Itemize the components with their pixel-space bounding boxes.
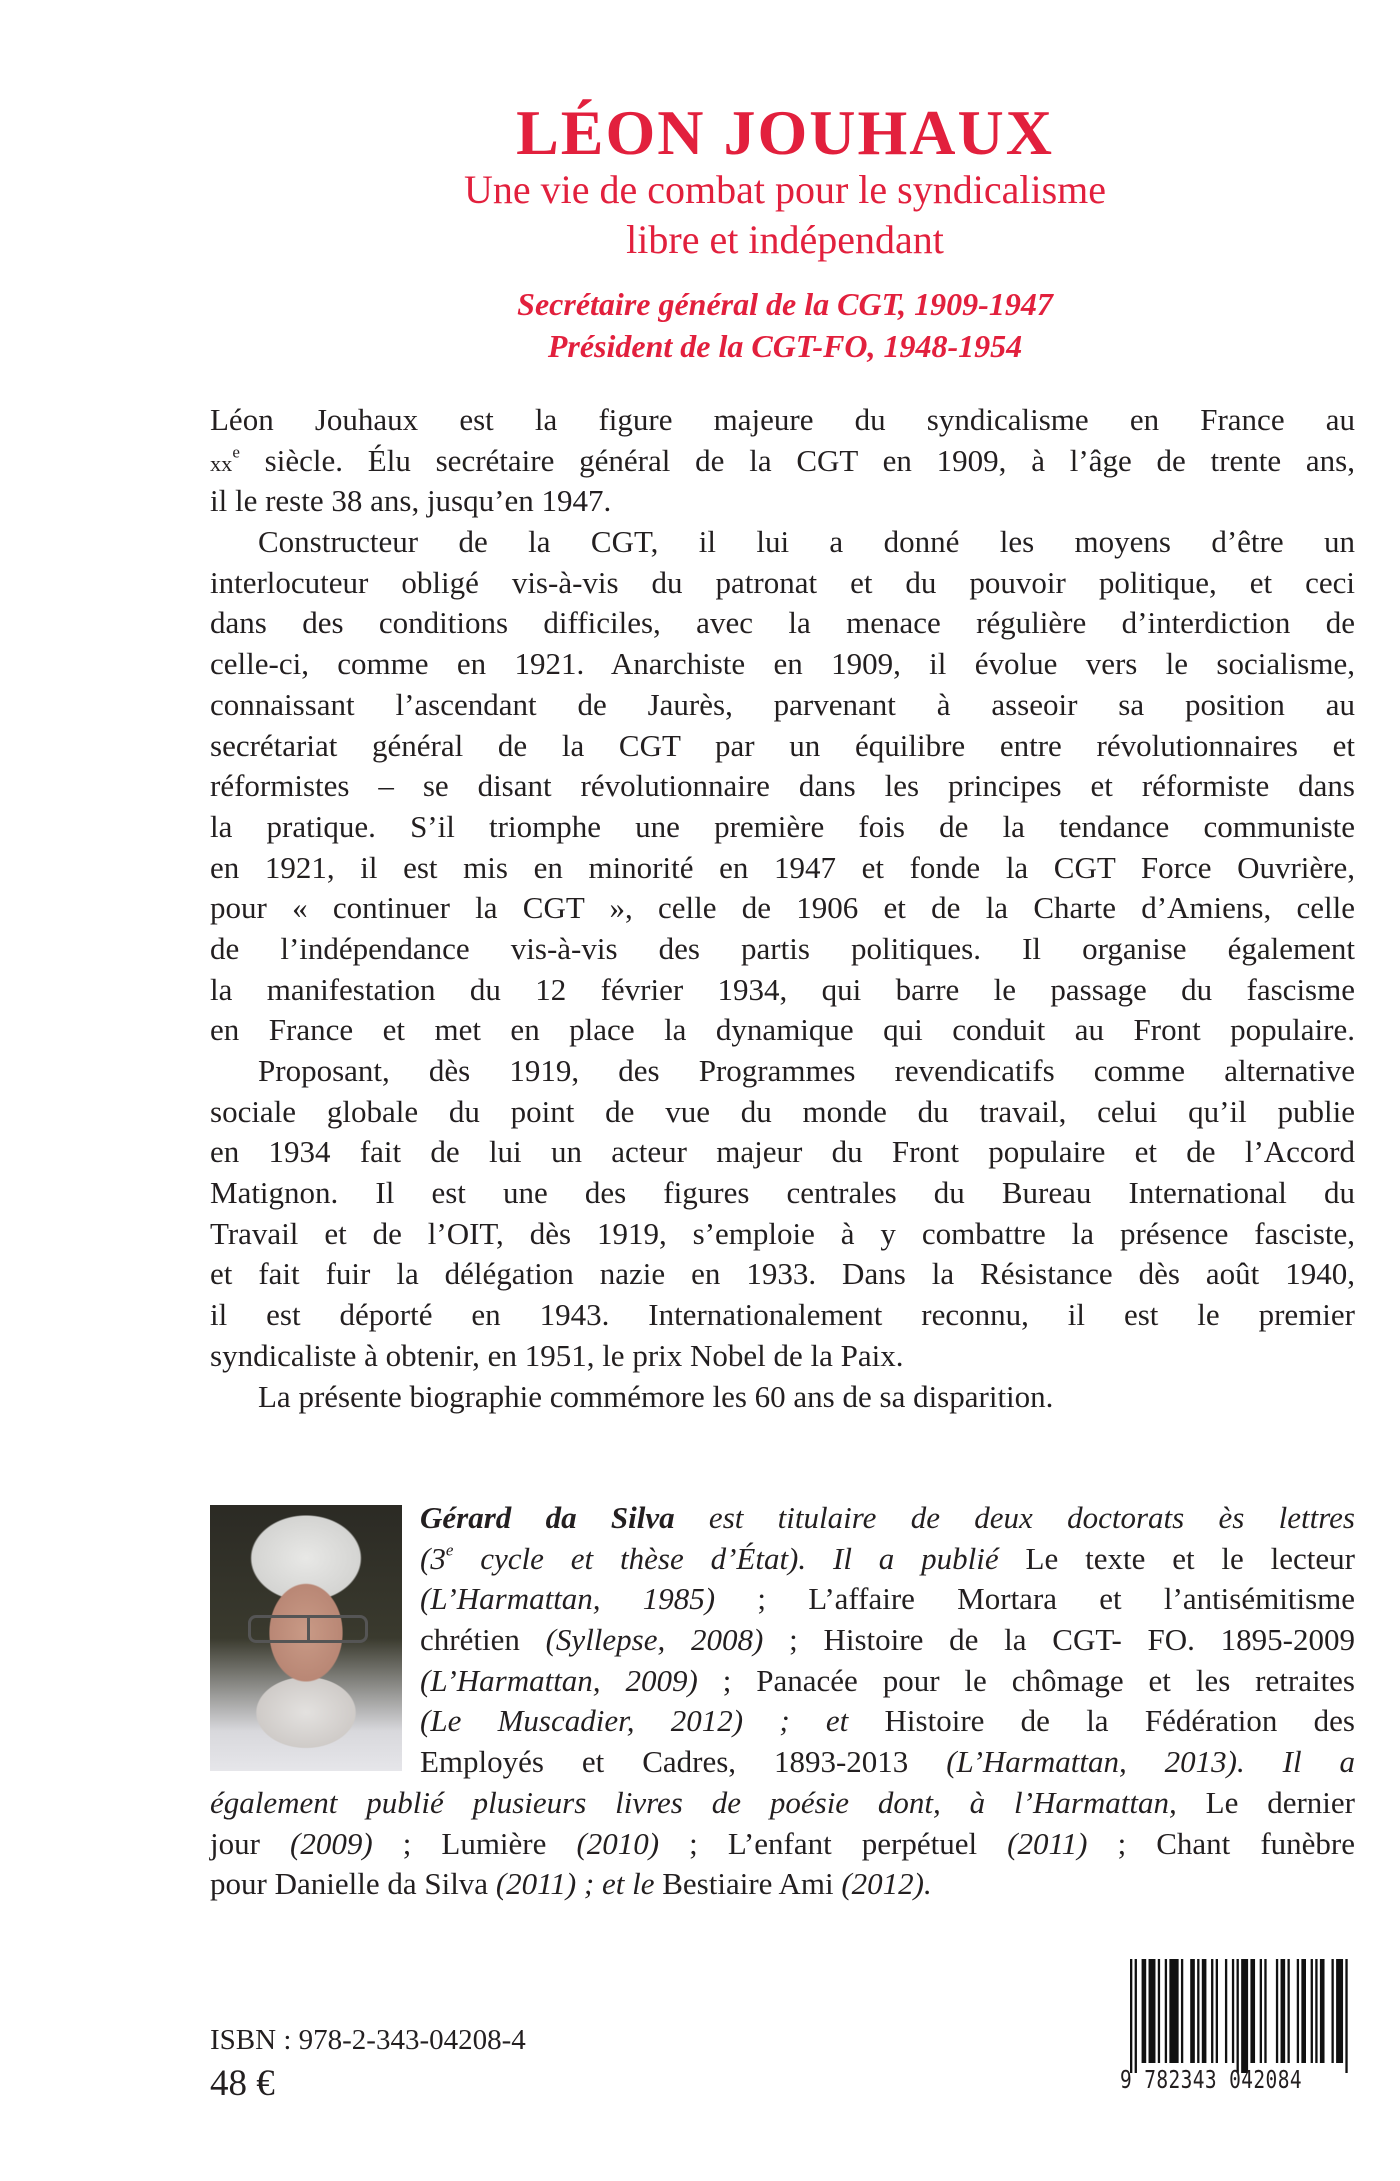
- text-line: interlocuteur obligé vis-à-vis du patronat et du pouvoir politique, et ceci: [210, 564, 1355, 600]
- bio-line: [420, 1620, 1355, 1661]
- bio-line: [210, 1783, 1355, 1824]
- barcode-bar: [1225, 1959, 1227, 2063]
- barcode-bar: [1264, 1959, 1266, 2063]
- text-segment: (Le Muscadier, 2012) ; et: [420, 1703, 849, 1739]
- text-segment: cycle et thèse d’État). Il a publié: [453, 1540, 999, 1576]
- text-segment: Gérard da Silva: [420, 1500, 675, 1535]
- text-segment: ; L’affaire Mortara et l’antisémitisme: [715, 1581, 1356, 1617]
- text-segment: Employés et Cadres, 1893-2013: [420, 1744, 947, 1780]
- barcode-bar: [1158, 1959, 1160, 2063]
- text-segment: chrétien: [420, 1622, 546, 1658]
- barcode-bar: [1169, 1959, 1178, 2063]
- barcode-bar: [1165, 1959, 1167, 2063]
- barcode-number: 9 782343 042084: [1120, 2065, 1302, 2094]
- text-segment: pour Danielle da Silva: [210, 1866, 496, 1902]
- text-line: [210, 441, 1355, 482]
- barcode-bar: [1345, 1959, 1347, 2073]
- text-segment: est titulaire de deux doctorats ès lettres: [674, 1500, 1355, 1535]
- text-segment: (2011): [1007, 1825, 1088, 1861]
- barcode-bar: [1320, 1959, 1325, 2063]
- barcode-bar: [1287, 1959, 1289, 2063]
- text-line: Travail et de l’OIT, dès 1919, s’emploie à y combattre la présence fasciste,: [210, 1215, 1355, 1251]
- text-line: en France et met en place la dynamique qui conduit au Front populaire.: [210, 1012, 1355, 1048]
- barcode-bar: [1232, 1959, 1234, 2063]
- text-segment: (2010): [576, 1825, 660, 1861]
- text-segment: ; L’enfant perpétuel: [659, 1825, 1008, 1861]
- text-line: il est déporté en 1943. Internationalement reconnu, il est le premier: [210, 1297, 1355, 1333]
- text-segment: ; Lumière: [372, 1825, 577, 1861]
- subtitle-line-2: libre et indépendant: [626, 217, 944, 262]
- barcode-bar: [1197, 1959, 1199, 2063]
- author-bio: [210, 1498, 1355, 1905]
- barcode-bar: [1135, 1959, 1137, 2073]
- bio-line: [420, 1701, 1355, 1742]
- text-segment: jour: [210, 1825, 290, 1861]
- barcode-bar: [1250, 1959, 1255, 2063]
- text-line: réformistes – se disant révolutionnaire dans les principes et réformiste dans: [210, 768, 1355, 804]
- barcode-bar: [1311, 1959, 1313, 2063]
- text-line: en 1921, il est mis en minorité en 1947 et fonde la CGT Force Ouvrière,: [210, 849, 1355, 885]
- role-line-1: Secrétaire général de la CGT, 1909-1947: [517, 286, 1053, 322]
- subtitle-line-1: Une vie de combat pour le syndicalisme: [463, 167, 1107, 212]
- text-segment: Bestiaire Ami: [654, 1866, 842, 1902]
- text-segment: (L’Harmattan, 1985): [420, 1581, 716, 1617]
- bio-line: [420, 1539, 1355, 1580]
- text-line: dans des conditions difficiles, avec la menace régulière d’interdiction de: [210, 605, 1355, 641]
- text-segment: également publié plusieurs livres de poésie dont, à l’Harmattan,: [210, 1784, 1177, 1820]
- text-segment: e: [445, 1540, 454, 1560]
- text-line: Proposant, dès 1919, des Programmes revendicatifs comme alternative: [258, 1053, 1355, 1088]
- bio-line: [210, 1824, 1355, 1865]
- text-line: il le reste 38 ans, jusqu’en 1947.: [210, 483, 612, 519]
- text-line: en 1934 fait de lui un acteur majeur du Front populaire et de l’Accord: [210, 1134, 1355, 1170]
- barcode-bar: [1211, 1959, 1213, 2063]
- barcode-bar: [1130, 1959, 1132, 2073]
- text-line: et fait fuir la délégation nazie en 1933. Dans la Résistance dès août 1940,: [210, 1256, 1355, 1292]
- bio-line: [420, 1742, 1355, 1783]
- role-line-2: Président de la CGT-FO, 1948-1954: [547, 328, 1023, 364]
- bio-line: [210, 1864, 1355, 1905]
- text-line: la manifestation du 12 février 1934, qui barre le passage du fascisme: [210, 971, 1355, 1007]
- text-line: celle-ci, comme en 1921. Anarchiste en 1909, il évolue vers le socialisme,: [210, 646, 1355, 682]
- barcode-bar: [1181, 1959, 1183, 2063]
- barcode-bar: [1331, 1959, 1333, 2063]
- barcode-bar: [1241, 1959, 1248, 2073]
- text-segment: (2011) ; et le: [495, 1866, 655, 1902]
- text-segment: (2009): [290, 1825, 373, 1861]
- text-segment: (Syllepse, 2008): [545, 1622, 764, 1658]
- text-segment: Histoire de la Fédération des: [848, 1703, 1355, 1739]
- text-line: la pratique. S’il triomphe une première fois de la tendance communiste: [210, 808, 1355, 844]
- bio-line: [420, 1579, 1355, 1620]
- text-segment: (2012).: [841, 1866, 932, 1902]
- text-segment: e: [232, 442, 240, 462]
- text-segment: Le dernier: [1176, 1784, 1355, 1820]
- text-line: La présente biographie commémore les 60 ans de sa disparition.: [258, 1378, 1054, 1414]
- barcode-bar: [1142, 1959, 1147, 2063]
- text-line: syndicaliste à obtenir, en 1951, le prix Nobel de la Paix.: [210, 1337, 904, 1373]
- barcode-bar: [1202, 1959, 1207, 2063]
- summary-text: [210, 400, 1355, 1417]
- text-segment: (L’Harmattan, 2013). Il a: [946, 1744, 1355, 1780]
- barcode-bar: [1336, 1959, 1343, 2063]
- isbn: ISBN : 978-2-343-04208-4: [210, 2024, 526, 2056]
- barcode-bar: [1281, 1959, 1286, 2063]
- barcode-bar: [1190, 1959, 1195, 2063]
- text-line: Matignon. Il est une des figures centrales du Bureau International du: [210, 1175, 1355, 1211]
- text-segment: siècle. Élu secrétaire général de la CGT en 1909, à l’âge de trente ans,: [239, 442, 1355, 478]
- barcode-bars: [1130, 1959, 1350, 2073]
- text-segment: (3: [420, 1540, 446, 1576]
- bio-line: [420, 1661, 1355, 1702]
- text-segment: ; Chant funèbre: [1087, 1825, 1356, 1861]
- barcode-bar: [1149, 1959, 1156, 2063]
- text-segment: ; Panacée pour le chômage et les retraites: [697, 1662, 1356, 1698]
- text-segment: (L’Harmattan, 2009): [420, 1662, 698, 1698]
- barcode-bar: [1301, 1959, 1306, 2063]
- text-line: sociale globale du point de vue du monde du travail, celui qu’il publie: [210, 1093, 1355, 1129]
- text-line: connaissant l’ascendant de Jaurès, parvenant à asseoir sa position au: [210, 686, 1355, 722]
- text-segment: Le texte et le lecteur: [998, 1540, 1355, 1576]
- barcode-bar: [1276, 1959, 1278, 2063]
- price: 48 €: [210, 2063, 275, 2104]
- barcode-bar: [1216, 1959, 1218, 2063]
- text-segment: ; Histoire de la CGT- FO. 1895-2009: [763, 1622, 1356, 1658]
- text-line: de l’indépendance vis-à-vis des partis politiques. Il organise également: [210, 930, 1355, 966]
- text-line: secrétariat général de la CGT par un équilibre entre révolutionnaires et: [210, 727, 1355, 763]
- barcode-bar: [1237, 1959, 1239, 2073]
- book-title: LÉON JOUHAUX: [516, 97, 1054, 168]
- barcode-bar: [1260, 1959, 1262, 2063]
- text-line: Léon Jouhaux est la figure majeure du syndicalisme en France au: [210, 402, 1355, 437]
- bio-line: [420, 1498, 1355, 1539]
- text-segment: xx: [210, 450, 233, 476]
- barcode: [1120, 1953, 1356, 2103]
- barcode-bar: [1315, 1959, 1317, 2063]
- text-line: pour « continuer la CGT », celle de 1906 et de la Charte d’Amiens, celle: [210, 890, 1355, 926]
- text-line: Constructeur de la CGT, il lui a donné les moyens d’être un: [258, 524, 1355, 560]
- barcode-bar: [1297, 1959, 1299, 2063]
